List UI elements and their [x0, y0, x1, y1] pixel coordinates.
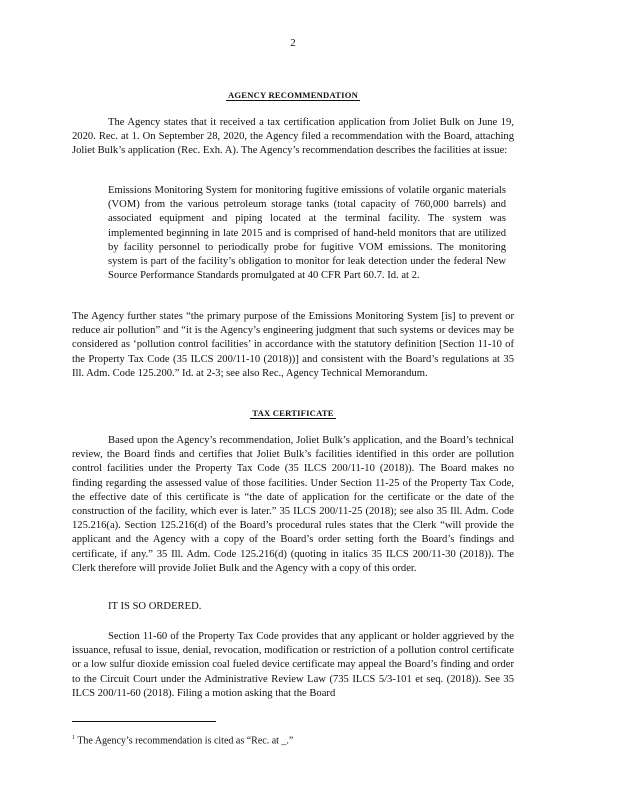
footnote-marker: 1: [72, 735, 75, 741]
heading-text: AGENCY RECOMMENDATION: [227, 90, 358, 100]
certificate-paragraph: Based upon the Agency’s recommendation, Joliet Bulk’s application, and the Board’s technical review, the Board finds and certifies that Joliet Bulk’s facilities identified in this order are pollution control facilities under the Property Tax Code (35 ILCS 200/11-10 (2018)). The Board makes no finding regarding the assessed value of those facilities. Under Section 11-25 of the Property Tax Code, the effective date of this certificate is “the date of application for the certificate or the date of the construction of the facility, which ever is later.” 35 ILCS 200/11-25 (2018); see also 35 Ill. Adm. Code 125.216(a). Section 125.216(d) of the Board’s procedural rules states that the Clerk “will provide the applicant and the Agency with a copy of the Board’s order setting forth the Board’s findings and certificate, if any.” 35 Ill. Adm. Code 125.216(d) (quoting in italics 35 ILCS 200/11-30 (2018)). The Clerk therefore will provide Joliet Bulk and the Agency with a copy of this order.: [72, 435, 514, 574]
heading-agency-recommendation: [72, 88, 514, 102]
page-number: 2: [290, 37, 296, 49]
heading-text: TAX CERTIFICATE: [252, 408, 334, 418]
footnote: [72, 731, 514, 749]
ordered-statement: IT IS SO ORDERED.: [108, 601, 202, 612]
agency-statement-paragraph: The Agency further states “the primary purpose of the Emissions Monitoring System [is] to prevent or reduce air pollution” and “it is the Agency’s engineering judgment that such systems or devices may be considered as ‘pollution control facilities’ in accordance with the statutory definition [Section 11-10 of the Property Tax Code (35 ILCS 200/11-10 (2018))] and consistent with the Board’s regulations at 35 Ill. Adm. Code 125.200.” Id. at 2-3; see also Rec., Agency Technical Memorandum.: [72, 311, 514, 379]
agency-intro-paragraph: The Agency states that it received a tax certification application from Joliet Bulk on June 19, 2020. Rec. at 1. On September 28, 2020, the Agency filed a recommendation with the Board, attaching Joliet Bulk’s application (Rec. Exh. A). The Agency’s recommendation describes the facilities at issue:: [72, 117, 514, 157]
facility-description-quote: Emissions Monitoring System for monitoring fugitive emissions of volatile organic materials (VOM) from the various petroleum storage tanks (total capacity of 760,000 barrels) and associated equipment and piping located at the terminal facility. The system was implemented beginning in late 2015 and is comprised of hand-held monitors that are utilized by facility personnel to periodically probe for fugitive VOM emissions. The monitoring system is part of the facility’s obligation to monitor for leak detection under the federal New Source Performance Standards promulgated at 40 CFR Part 60.7. Id. at 2.: [108, 185, 506, 282]
footnote-text: The Agency’s recommendation is cited as “Rec. at _.”: [77, 735, 294, 747]
appeal-paragraph: Section 11-60 of the Property Tax Code provides that any applicant or holder aggrieved by the issuance, refusal to issue, denial, revocation, modification or restriction of a pollution control certificate or a low sulfur dioxide emission coal fueled device certificate may appeal the Board’s finding and order to the Circuit Court under the Administrative Review Law (735 ILCS 5/3-101 et seq. (2018)). See 35 ILCS 200/11-60 (2018). Filing a motion asking that the Board: [72, 631, 514, 699]
footnote-divider: [72, 721, 216, 722]
document-page: [72, 0, 514, 800]
heading-tax-certificate: [72, 406, 514, 420]
